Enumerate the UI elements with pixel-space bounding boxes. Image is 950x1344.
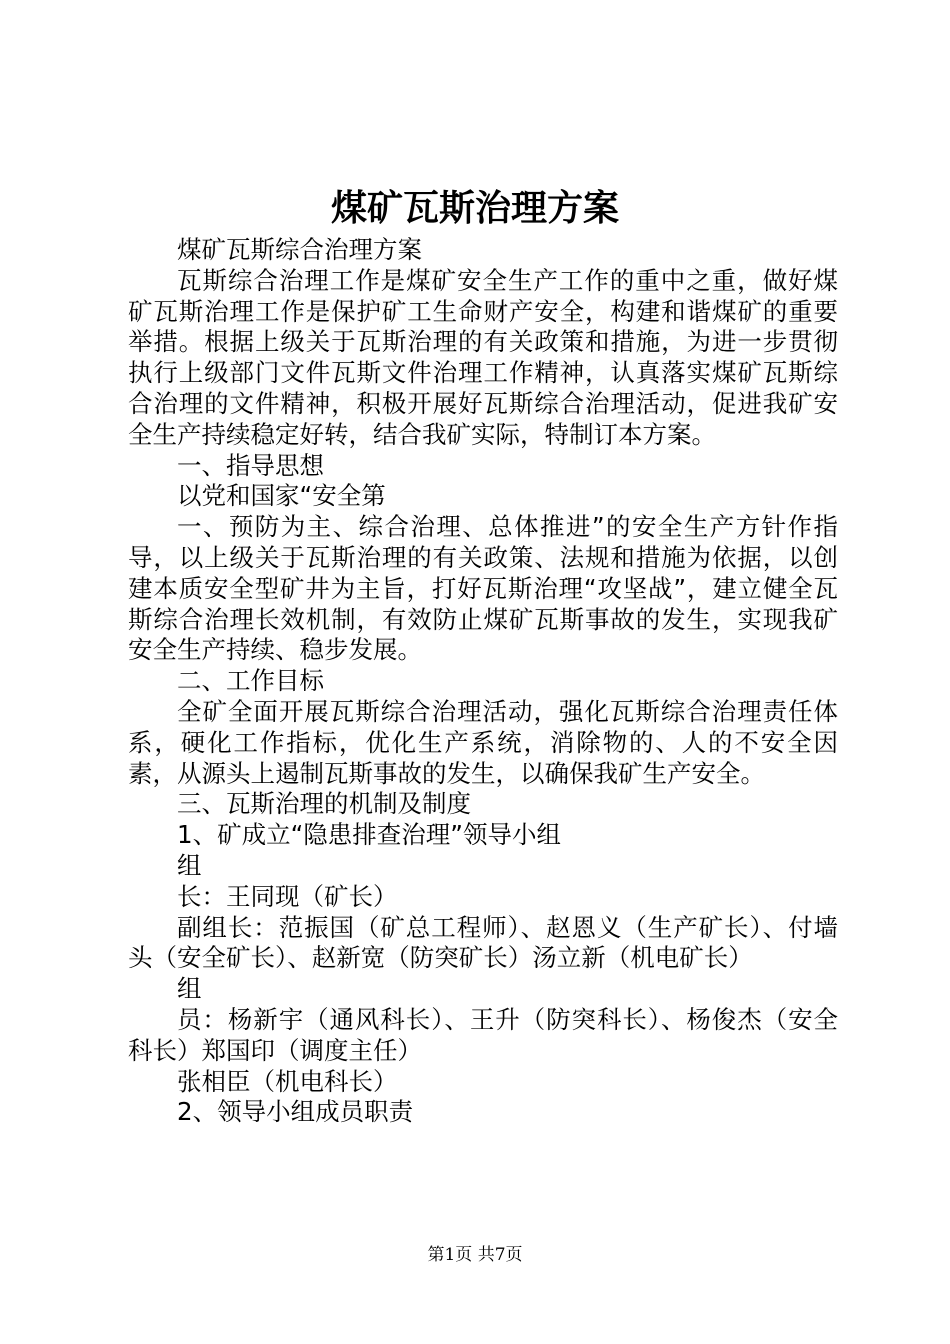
- paragraph: 张相臣（机电科长）: [177, 1066, 398, 1096]
- paragraph: 1、矿成立“隐患排查治理”领导小组: [177, 820, 561, 850]
- page-footer: 第1页 共7页: [427, 1245, 523, 1265]
- paragraph: 2、领导小组成员职责: [177, 1097, 414, 1127]
- section-heading: 二、工作目标: [177, 666, 324, 696]
- paragraph: 以党和国家“安全第: [177, 481, 386, 511]
- paragraph: 一、预防为主、综合治理、总体推进”的安全生产方针作指导，以上级关于瓦斯治理的有关政策、法规和措施为依据，以创建本质安全型矿井为主旨，打好瓦斯治理“攻坚战”，建立健全瓦斯综合治理长效机制，有效防止煤矿瓦斯事故的发生，实现我矿安全生产持续、稳步发展。: [128, 512, 838, 665]
- document-body: [128, 235, 838, 1128]
- paragraph: 副组长：范振国（矿总工程师）、赵恩义（生产矿长）、付墙头（安全矿长）、赵新宽（防突矿长）汤立新（机电矿长）: [128, 912, 838, 973]
- paragraph: 组: [177, 850, 202, 880]
- paragraph: 长：王同现（矿长）: [177, 881, 398, 911]
- paragraph: 组: [177, 974, 202, 1004]
- paragraph: 员：杨新宇（通风科长）、王升（防突科长）、杨俊杰（安全科长）郑国印（调度主任）: [128, 1004, 838, 1065]
- paragraph: 全矿全面开展瓦斯综合治理活动，强化瓦斯综合治理责任体系，硬化工作指标，优化生产系统，消除物的、人的不安全因素，从源头上遏制瓦斯事故的发生，以确保我矿生产安全。: [128, 696, 838, 788]
- paragraph: 煤矿瓦斯综合治理方案: [177, 235, 422, 264]
- section-heading: 三、瓦斯治理的机制及制度: [177, 789, 471, 819]
- section-heading: 一、指导思想: [177, 450, 324, 480]
- document-title: 煤矿瓦斯治理方案: [330, 187, 619, 229]
- paragraph: 瓦斯综合治理工作是煤矿安全生产工作的重中之重，做好煤矿瓦斯治理工作是保护矿工生命财产安全，构建和谐煤矿的重要举措。根据上级关于瓦斯治理的有关政策和措施，为进一步贯彻执行上级部门文件瓦斯文件治理工作精神，认真落实煤矿瓦斯综合治理的文件精神，积极开展好瓦斯综合治理活动，促进我矿安全生产持续稳定好转，结合我矿实际，特制订本方案。: [128, 265, 838, 449]
